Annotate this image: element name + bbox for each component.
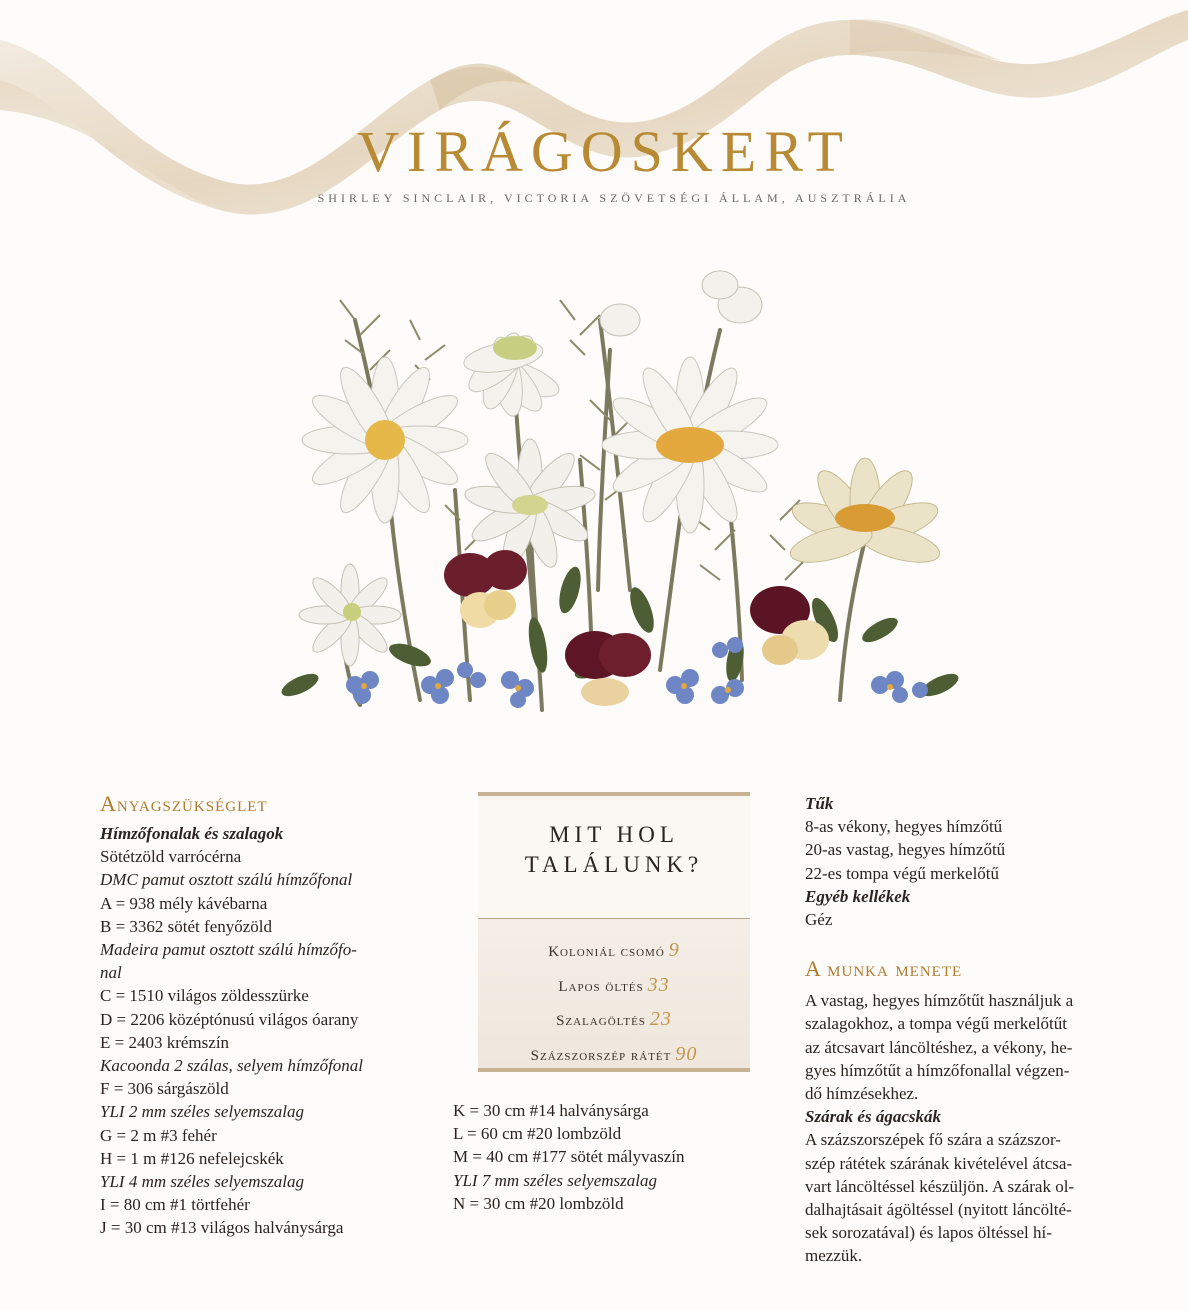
page-number: 9 (668, 939, 680, 961)
text-line: YLI 2 mm széles selyemszalag (100, 1102, 304, 1122)
text-line: K = 30 cm #14 halványsárga (453, 1101, 649, 1120)
daisy-small-left (299, 564, 401, 666)
where-to-find-box (478, 792, 750, 1072)
pansy-right (750, 586, 829, 665)
right-column (805, 792, 1135, 1268)
page-number: 90 (675, 1042, 698, 1065)
stitch-name: Koloniál csomó (548, 944, 665, 960)
text-line: L = 60 cm #20 lombzöld (453, 1124, 622, 1144)
stitch-name: Százszorszép rátét (530, 1047, 672, 1064)
text-line: A = 938 mély kávébarna (100, 893, 268, 913)
text-line: nal (100, 963, 122, 983)
text-line: szép rátétek szárának kivételével átcsa- (805, 1153, 1073, 1173)
text-line: C = 1510 világos zöldesszürke (100, 986, 309, 1006)
where-box-title (478, 820, 750, 880)
text-line: 20-as vastag, hegyes hímzőtű (805, 840, 1006, 860)
materials-heading: Anyagszükséglet (100, 791, 268, 816)
text-line: I = 80 cm #1 törtfehér (100, 1195, 250, 1215)
list-item (478, 969, 750, 1004)
stitch-name: Szalagöltés (556, 1013, 646, 1029)
text-line: dalhajtásait ágöltéssel (nyitott láncölté- (805, 1200, 1072, 1220)
text-line: Géz (805, 910, 833, 930)
embroidery-flowers-illustration (280, 260, 970, 730)
text-line: D = 2206 középtónusú világos óarany (100, 1009, 359, 1029)
stitch-name: Lapos öltés (558, 978, 644, 995)
text-line: YLI 4 mm széles selyemszalag (100, 1172, 304, 1192)
page-number: 33 (647, 973, 670, 996)
text-line: F = 306 sárgászöld (100, 1079, 229, 1099)
text-line: az átcsavart láncöltéshez, a vékony, he- (805, 1037, 1073, 1057)
text-line: vart láncöltéssel készüljön. A szárak ol- (805, 1176, 1075, 1196)
where-box-title-line2: TALÁLUNK? (524, 852, 704, 877)
list-item (478, 1038, 750, 1073)
text-line: Kacoonda 2 szálas, selyem hímzőfonal (100, 1056, 364, 1076)
text-line: DMC pamut osztott szálú hímzőfonal (100, 870, 353, 890)
where-box-title-line1: MIT HOL (549, 822, 679, 847)
text-line: G = 2 m #3 fehér (100, 1125, 217, 1145)
text-line: M = 40 cm #177 sötét mályvaszín (453, 1147, 685, 1167)
text-line: dő hímzésekhez. (805, 1084, 919, 1104)
text-line: Tűk (805, 794, 834, 813)
text-line: E = 2403 krémszín (100, 1032, 230, 1052)
text-line: Sötétzöld varrócérna (100, 847, 242, 867)
text-line: Madeira pamut osztott szálú hímzőfo- (100, 940, 357, 960)
daisy-cream-right (787, 458, 944, 569)
materials-column-left (100, 790, 440, 1240)
daisy-left (302, 357, 468, 523)
text-line: YLI 7 mm széles selyemszalag (453, 1170, 657, 1190)
text-line: Hímzőfonalak és szalagok (100, 824, 284, 843)
materials-column-middle (453, 1099, 783, 1215)
page-subtitle: SHIRLEY SINCLAIR, VICTORIA SZÖVETSÉGI ÁLLAM, AUSZTRÁLIA (317, 191, 911, 205)
text-line: B = 3362 sötét fenyőzöld (100, 916, 273, 936)
text-line: A százszorszépek fő szára a százszor- (805, 1130, 1061, 1150)
text-line: gyes hímzőtűt a hímzőfonallal végzen- (805, 1060, 1070, 1080)
stems-heading: Szárak és ágacskák (805, 1107, 942, 1127)
where-box-list (478, 934, 750, 1072)
list-item (478, 934, 750, 969)
text-line: szalagokhoz, a tompa végű merkelőtűt (805, 1014, 1067, 1034)
text-line: Egyéb kellékek (805, 886, 911, 906)
page-number: 23 (649, 1008, 672, 1030)
text-line: sek sorozatával) és lapos öltéssel hí- (805, 1223, 1052, 1243)
daisy-top-center (461, 327, 563, 418)
text-line: J = 30 cm #13 világos halványsárga (100, 1218, 344, 1238)
daisy-right-center (602, 357, 778, 533)
text-line: 8-as vékony, hegyes hímzőtű (805, 817, 1003, 837)
text-line: N = 30 cm #20 lombzöld (453, 1193, 624, 1213)
text-line: H = 1 m #126 nefelejcskék (100, 1148, 284, 1168)
page-title: VIRÁGOSKERT (357, 119, 851, 184)
pansy-center (565, 631, 651, 706)
method-heading: A munka menete (805, 956, 963, 982)
text-line: mezzük. (805, 1246, 863, 1266)
list-item (478, 1003, 750, 1038)
pansy-left (444, 550, 527, 628)
text-line: 22-es tompa végű merkelőtű (805, 863, 1000, 883)
text-line: A vastag, hegyes hímzőtűt használjuk a (805, 991, 1074, 1011)
